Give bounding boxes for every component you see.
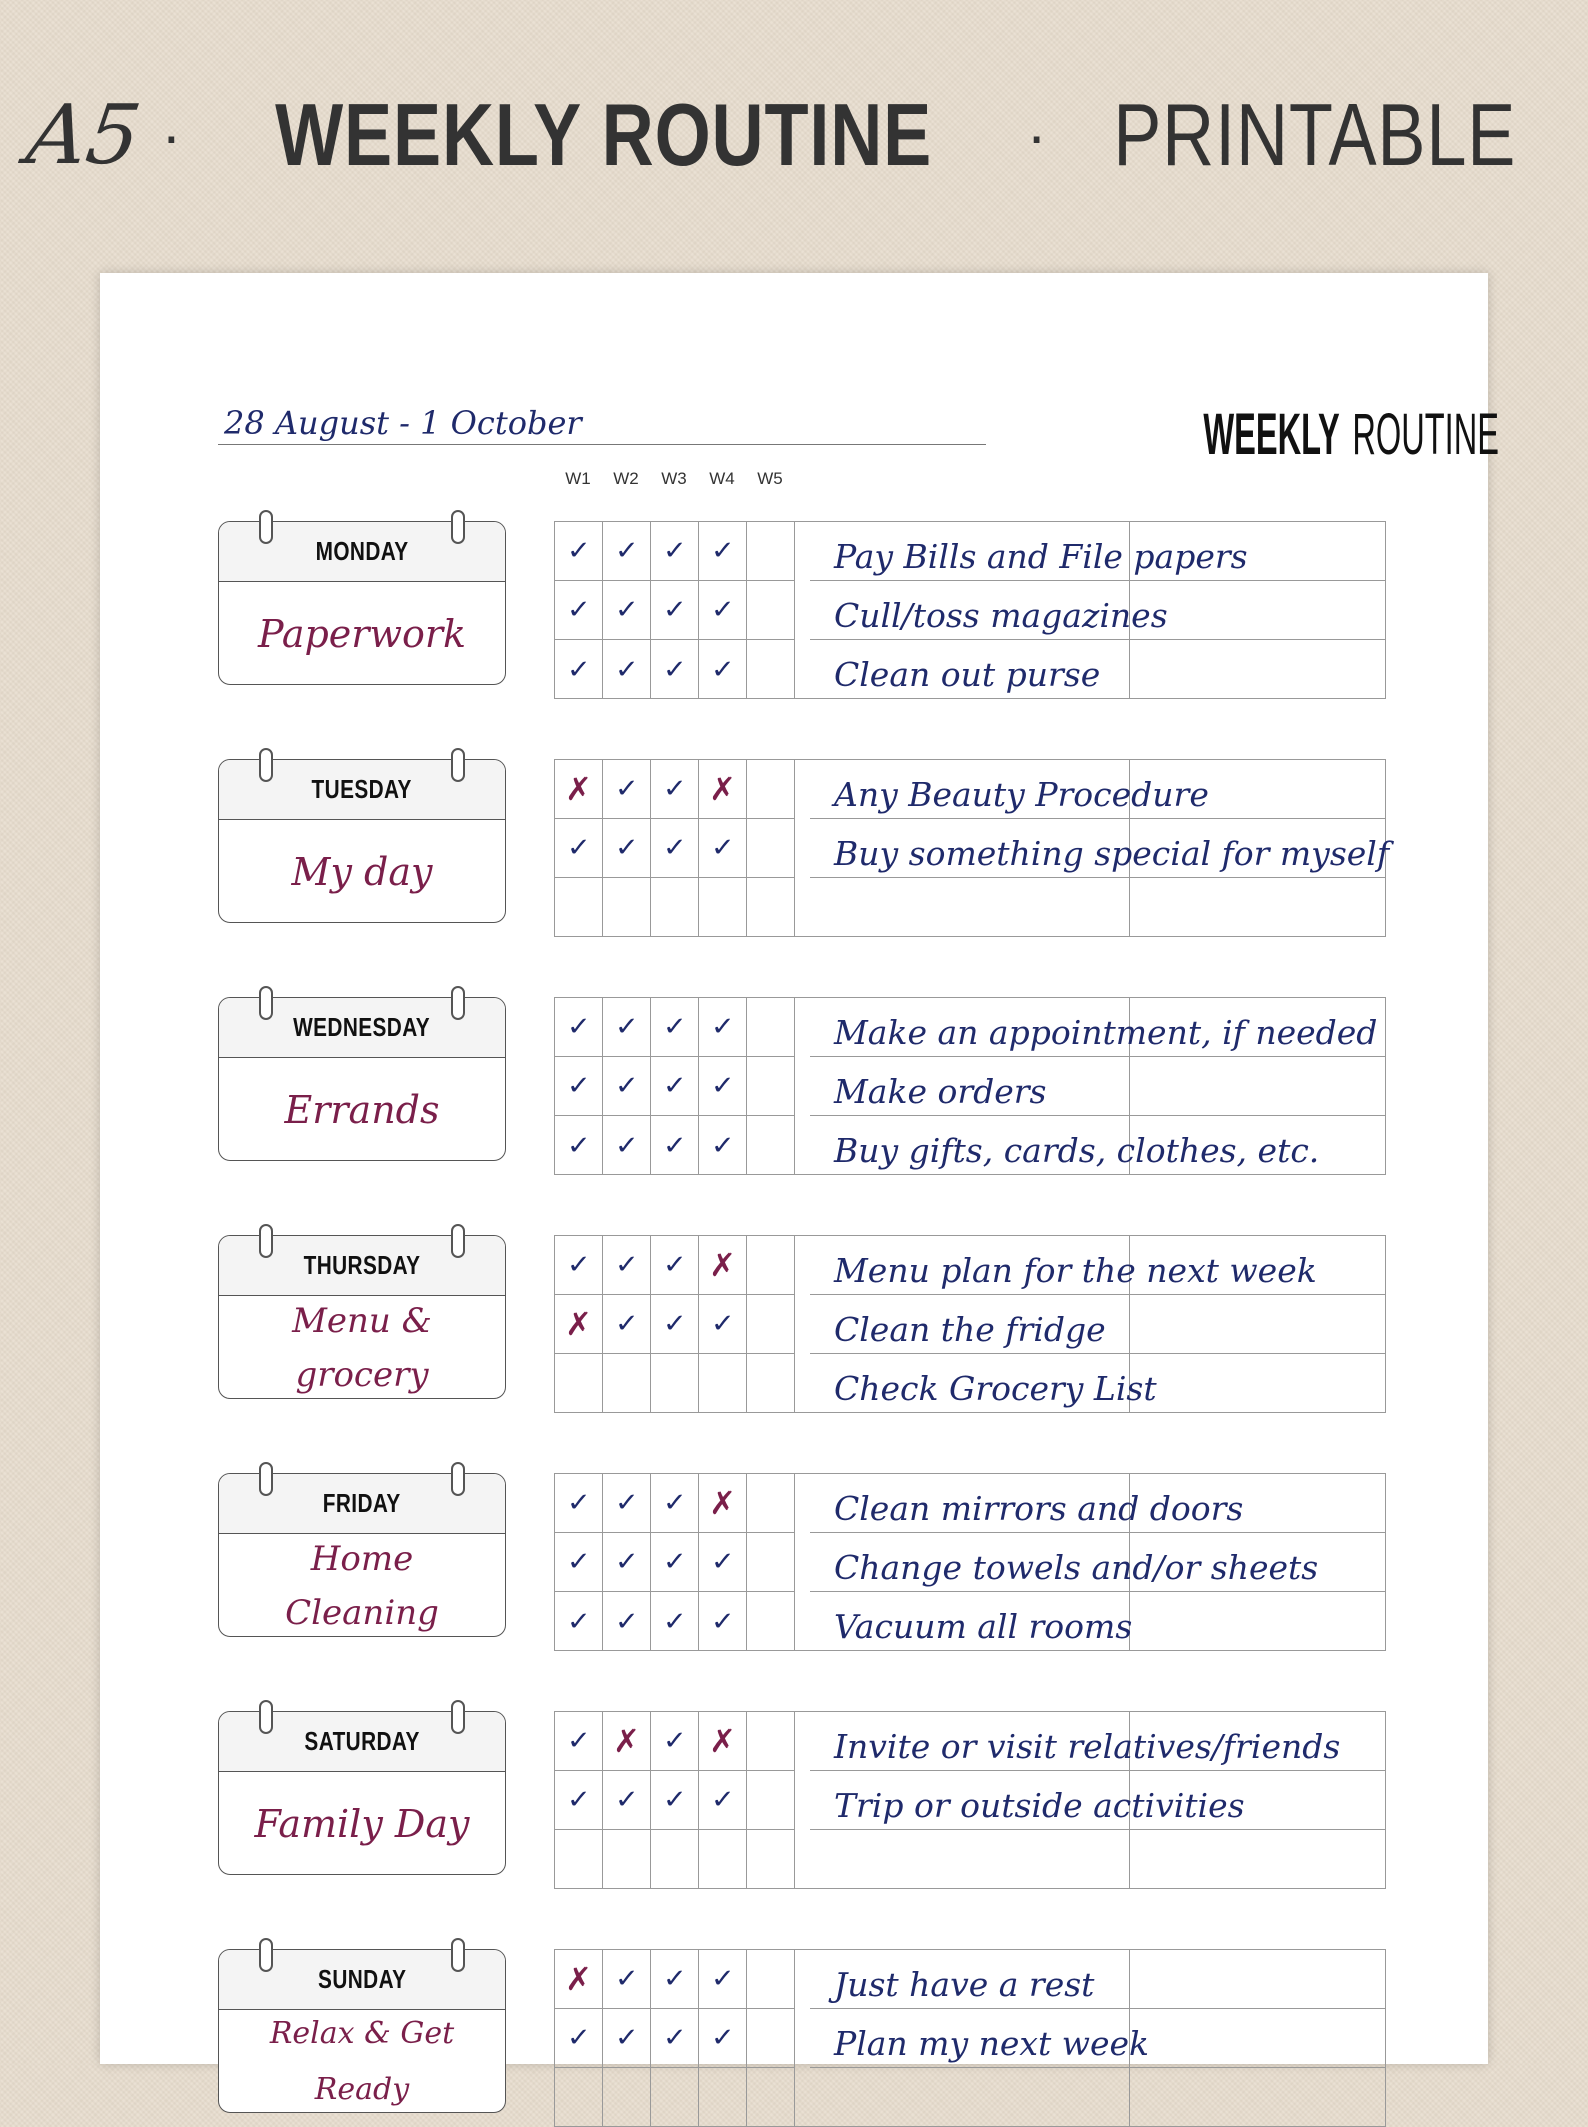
sheet-title: [1036, 401, 1499, 468]
tracker-checkbox[interactable]: [603, 581, 651, 640]
day-theme-line: Home: [310, 1539, 414, 1579]
tracker-checkbox[interactable]: [747, 1116, 795, 1175]
tracker-checkbox[interactable]: [699, 2068, 747, 2127]
tracker-checkbox[interactable]: [651, 1771, 699, 1830]
day-block-thursday: [100, 1221, 1488, 1408]
tracker-checkbox[interactable]: [555, 1712, 603, 1771]
check-icon: ✓: [662, 774, 687, 804]
check-icon: ✓: [566, 595, 591, 625]
tracker-checkbox[interactable]: [603, 760, 651, 819]
check-icon: ✓: [566, 1547, 591, 1577]
banner-subtitle: PRINTABLE: [1112, 85, 1516, 184]
tracker-checkbox[interactable]: [555, 1354, 603, 1413]
binder-ring-icon: [451, 1700, 465, 1734]
binder-ring-icon: [451, 748, 465, 782]
check-icon: ✓: [662, 1250, 687, 1280]
tracker-checkbox[interactable]: [555, 1592, 603, 1651]
check-icon: ✓: [662, 1964, 687, 1994]
tracker-checkbox[interactable]: [651, 522, 699, 581]
tracker-checkbox[interactable]: [603, 1830, 651, 1889]
check-icon: ✓: [566, 1606, 591, 1637]
task-line[interactable]: Any Beauty Procedure: [810, 760, 1385, 819]
check-icon: ✓: [614, 1071, 639, 1101]
day-name: SATURDAY: [304, 1726, 420, 1756]
task-list: [810, 1711, 1386, 1889]
tracker-checkbox[interactable]: [699, 1474, 747, 1533]
check-icon: ✓: [710, 1547, 735, 1577]
tracker-checkbox[interactable]: [699, 760, 747, 819]
day-card: [218, 1949, 506, 2113]
tracker-checkbox[interactable]: [603, 1057, 651, 1116]
tracker-checkbox[interactable]: [651, 1057, 699, 1116]
tracker-checkbox[interactable]: [555, 2068, 603, 2127]
tracker-checkbox[interactable]: [699, 819, 747, 878]
check-icon: ✓: [662, 536, 687, 566]
task-line[interactable]: Clean out purse: [834, 655, 1101, 694]
tracker-checkbox[interactable]: [555, 1771, 603, 1830]
tracker-checkbox[interactable]: [555, 1830, 603, 1889]
tracker-checkbox[interactable]: [555, 878, 603, 937]
task-line[interactable]: Cull/toss magazines: [810, 581, 1385, 640]
tracker-checkbox[interactable]: [699, 640, 747, 699]
tracker-checkbox[interactable]: [747, 1771, 795, 1830]
tracker-checkbox[interactable]: [555, 760, 603, 819]
day-block-sunday: [100, 1935, 1488, 2115]
tracker-checkbox[interactable]: [603, 522, 651, 581]
tracker-checkbox[interactable]: [651, 2009, 699, 2068]
check-icon: ✓: [662, 1488, 687, 1518]
tracker-checkbox[interactable]: [651, 1830, 699, 1889]
task-line[interactable]: Clean the fridge: [810, 1295, 1385, 1354]
day-card: [218, 521, 506, 685]
tracker-checkbox[interactable]: [747, 1295, 795, 1354]
tracker-checkbox[interactable]: [747, 1830, 795, 1889]
tracker-checkbox[interactable]: [699, 1236, 747, 1295]
check-icon: ✓: [614, 1130, 639, 1161]
check-icon: ✓: [662, 1309, 687, 1339]
day-block-tuesday: [100, 745, 1488, 925]
tracker-checkbox[interactable]: [555, 1474, 603, 1533]
tracker-checkbox[interactable]: [603, 878, 651, 937]
check-icon: ✓: [566, 2023, 591, 2053]
task-line[interactable]: Pay Bills and File papers: [810, 522, 1385, 581]
check-icon: ✓: [662, 1606, 687, 1637]
check-icon: ✓: [662, 1785, 687, 1815]
check-icon: ✓: [614, 2023, 639, 2053]
task-line[interactable]: Invite or visit relatives/friends: [810, 1712, 1385, 1771]
tracker-checkbox[interactable]: [747, 760, 795, 819]
cross-icon: ✗: [709, 1484, 736, 1522]
tracker-checkbox[interactable]: [555, 1533, 603, 1592]
tracker-checkbox[interactable]: [747, 2068, 795, 2127]
cross-icon: ✗: [709, 1246, 736, 1284]
tracker-checkbox[interactable]: [651, 1950, 699, 2009]
tracker-checkbox[interactable]: [603, 998, 651, 1057]
check-icon: ✓: [614, 1309, 639, 1339]
task-line[interactable]: Trip or outside activities: [810, 1771, 1385, 1830]
tracker-checkbox[interactable]: [699, 522, 747, 581]
task-list: [810, 521, 1386, 699]
task-line[interactable]: Make orders: [810, 1057, 1385, 1116]
check-icon: ✓: [614, 833, 639, 863]
cross-icon: ✗: [565, 770, 592, 808]
tracker-checkbox[interactable]: [699, 1712, 747, 1771]
week-header: W1: [565, 469, 591, 488]
check-icon: ✓: [710, 1071, 735, 1101]
tracker-checkbox[interactable]: [747, 1354, 795, 1413]
check-icon: ✓: [614, 1250, 639, 1280]
task-line[interactable]: Check Grocery List: [834, 1369, 1157, 1408]
check-icon: ✓: [710, 1964, 735, 1994]
check-icon: ✓: [614, 1488, 639, 1518]
check-icon: ✓: [710, 1012, 735, 1042]
task-line[interactable]: Make an appointment, if needed: [810, 998, 1385, 1057]
tracker-checkbox[interactable]: [699, 998, 747, 1057]
tracker-checkbox[interactable]: [747, 1592, 795, 1651]
binder-ring-icon: [451, 1938, 465, 1972]
check-icon: ✓: [662, 1012, 687, 1042]
tracker-checkbox[interactable]: [747, 2009, 795, 2068]
tracker-checkbox[interactable]: [555, 2009, 603, 2068]
week-header: W2: [613, 469, 639, 488]
check-icon: ✓: [614, 1964, 639, 1994]
check-icon: ✓: [614, 654, 639, 685]
tracker-checkbox[interactable]: [555, 1295, 603, 1354]
day-theme-line: grocery: [295, 1355, 429, 1395]
check-icon: ✓: [566, 536, 591, 566]
day-theme: Paperwork: [257, 612, 467, 656]
day-theme-line: Cleaning: [285, 1593, 439, 1633]
week-header: W3: [661, 469, 687, 488]
tracker-checkbox[interactable]: [699, 1354, 747, 1413]
cross-icon: ✗: [565, 1305, 592, 1343]
day-block-friday: [100, 1459, 1488, 1646]
task-list: [810, 1949, 1386, 2127]
task-list: [810, 1473, 1386, 1651]
day-theme: Relax & Get Ready: [269, 2016, 455, 2107]
tracker-checkbox[interactable]: [603, 640, 651, 699]
tracker-checkbox[interactable]: [699, 2009, 747, 2068]
tracker-checkbox[interactable]: [651, 1116, 699, 1175]
task-line[interactable]: [810, 878, 1385, 937]
tracker-checkbox[interactable]: [603, 1712, 651, 1771]
tracker-checkbox[interactable]: [651, 819, 699, 878]
tracker-checkbox[interactable]: [603, 2068, 651, 2127]
day-card: [218, 1473, 506, 1637]
binder-ring-icon: [259, 510, 273, 544]
day-name: MONDAY: [315, 536, 409, 566]
tracker-checkbox[interactable]: [699, 1592, 747, 1651]
check-icon: ✓: [662, 1130, 687, 1161]
check-icon: ✓: [566, 1071, 591, 1101]
tracker-checkbox[interactable]: [651, 2068, 699, 2127]
check-icon: ✓: [614, 595, 639, 625]
day-name: SUNDAY: [317, 1964, 407, 1994]
tracker-checkbox[interactable]: [699, 1057, 747, 1116]
tracker-checkbox[interactable]: [747, 1236, 795, 1295]
task-list: [810, 1235, 1386, 1413]
binder-ring-icon: [259, 1224, 273, 1258]
task-list: [810, 759, 1390, 937]
check-icon: ✓: [662, 1547, 687, 1577]
day-theme: Family Day: [254, 1802, 470, 1846]
tracker-checkbox[interactable]: [651, 1592, 699, 1651]
day-block-monday: [100, 507, 1488, 694]
task-line[interactable]: Just have a rest: [810, 1950, 1385, 2009]
tracker-checkbox[interactable]: [651, 1295, 699, 1354]
tracker-checkbox[interactable]: [747, 1950, 795, 2009]
banner-title: WEEKLY ROUTINE: [275, 85, 933, 184]
tracker-checkbox[interactable]: [603, 1592, 651, 1651]
tracker-checkbox[interactable]: [699, 1533, 747, 1592]
day-theme: [219, 1296, 505, 1400]
day-name: WEDNESDAY: [293, 1012, 431, 1042]
task-line[interactable]: Menu plan for the next week: [810, 1236, 1385, 1295]
check-icon: ✓: [614, 1606, 639, 1637]
tracker-checkbox[interactable]: [651, 998, 699, 1057]
task-line[interactable]: [810, 2068, 1385, 2127]
tracker-checkbox[interactable]: [603, 1950, 651, 2009]
tracker-checkbox[interactable]: [651, 640, 699, 699]
check-icon: ✓: [662, 1726, 687, 1756]
check-icon: ✓: [710, 2023, 735, 2053]
tracker-checkbox[interactable]: [555, 819, 603, 878]
check-icon: ✓: [566, 1726, 591, 1756]
day-name: TUESDAY: [311, 774, 413, 804]
check-icon: ✓: [614, 1012, 639, 1042]
tracker-checkbox[interactable]: [555, 640, 603, 699]
day-card: [218, 759, 506, 923]
day-name: FRIDAY: [323, 1488, 401, 1518]
cross-icon: ✗: [565, 1960, 592, 1998]
title-light: ROUTINE: [1352, 402, 1499, 467]
check-icon: ✓: [566, 1488, 591, 1518]
tracker-checkbox[interactable]: [603, 819, 651, 878]
tracker-checkbox[interactable]: [555, 522, 603, 581]
check-icon: ✓: [710, 1130, 735, 1161]
separator: ·: [1026, 101, 1047, 169]
tracker-checkbox[interactable]: [699, 1295, 747, 1354]
tracker-checkbox[interactable]: [747, 1712, 795, 1771]
tracker-checkbox[interactable]: [747, 1533, 795, 1592]
check-icon: ✓: [566, 1012, 591, 1042]
day-block-wednesday: [100, 983, 1488, 1170]
check-icon: ✓: [710, 833, 735, 863]
tracker-checkbox[interactable]: [699, 581, 747, 640]
task-line[interactable]: [810, 1830, 1385, 1889]
task-list: [810, 997, 1386, 1175]
check-icon: ✓: [662, 1071, 687, 1101]
task-line[interactable]: Change towels and/or sheets: [810, 1533, 1385, 1592]
day-theme: Errands: [284, 1088, 440, 1132]
tracker-checkbox[interactable]: [603, 1116, 651, 1175]
week-header: W4: [709, 469, 735, 488]
header-banner: [0, 70, 1588, 200]
binder-ring-icon: [451, 1224, 465, 1258]
date-range: 28 August - 1 October: [218, 403, 986, 445]
check-icon: ✓: [710, 1309, 735, 1339]
cross-icon: ✗: [613, 1722, 640, 1760]
day-block-saturday: [100, 1697, 1488, 1877]
check-icon: ✓: [662, 595, 687, 625]
check-icon: ✓: [710, 1606, 735, 1637]
check-icon: ✓: [566, 1250, 591, 1280]
tracker-checkbox[interactable]: [603, 1295, 651, 1354]
tracker-checkbox[interactable]: [747, 819, 795, 878]
check-icon: ✓: [710, 595, 735, 625]
check-icon: ✓: [566, 1785, 591, 1815]
tracker-checkbox[interactable]: [699, 1116, 747, 1175]
check-icon: ✓: [614, 1785, 639, 1815]
tracker-checkbox[interactable]: [555, 998, 603, 1057]
tracker-checkbox[interactable]: [699, 1950, 747, 2009]
tracker-checkbox[interactable]: [555, 1236, 603, 1295]
check-icon: ✓: [710, 1785, 735, 1815]
check-icon: ✓: [614, 536, 639, 566]
binder-ring-icon: [451, 1462, 465, 1496]
tracker-checkbox[interactable]: [651, 1354, 699, 1413]
separator: ·: [161, 101, 182, 169]
check-icon: ✓: [566, 654, 591, 685]
task-line[interactable]: Plan my next week: [810, 2009, 1385, 2068]
day-card: [218, 1711, 506, 1875]
tracker-checkbox[interactable]: [555, 1950, 603, 2009]
tracker-checkbox[interactable]: [651, 1236, 699, 1295]
check-icon: ✓: [710, 536, 735, 566]
day-theme: My day: [291, 850, 433, 894]
tracker-checkbox[interactable]: [747, 640, 795, 699]
tracker-checkbox[interactable]: [699, 878, 747, 937]
tracker-checkbox[interactable]: [603, 2009, 651, 2068]
task-line[interactable]: Clean mirrors and doors: [810, 1474, 1385, 1533]
cross-icon: ✗: [709, 1722, 736, 1760]
binder-ring-icon: [259, 1700, 273, 1734]
tracker-checkbox[interactable]: [555, 1116, 603, 1175]
tracker-checkbox[interactable]: [603, 1771, 651, 1830]
day-theme-line: Menu &: [292, 1301, 432, 1341]
planner-sheet: [100, 273, 1499, 2107]
tracker-checkbox[interactable]: [603, 1354, 651, 1413]
check-icon: ✓: [662, 2023, 687, 2053]
check-icon: ✓: [710, 654, 735, 685]
day-card: [218, 997, 506, 1161]
check-icon: ✓: [662, 833, 687, 863]
tracker-checkbox[interactable]: [699, 1830, 747, 1889]
cross-icon: ✗: [709, 770, 736, 808]
tracker-checkbox[interactable]: [651, 1533, 699, 1592]
week-header: W5: [757, 469, 783, 488]
tracker-checkbox[interactable]: [747, 1474, 795, 1533]
tracker-checkbox[interactable]: [747, 998, 795, 1057]
binder-ring-icon: [259, 748, 273, 782]
tracker-checkbox[interactable]: [555, 1057, 603, 1116]
binder-ring-icon: [259, 1462, 273, 1496]
check-icon: ✓: [614, 1547, 639, 1577]
tracker-checkbox[interactable]: [603, 1533, 651, 1592]
tracker-checkbox[interactable]: [651, 1474, 699, 1533]
size-label: A5: [21, 87, 147, 183]
tracker-checkbox[interactable]: [747, 878, 795, 937]
check-icon: ✓: [662, 654, 687, 685]
tracker-checkbox[interactable]: [603, 1236, 651, 1295]
tracker-checkbox[interactable]: [555, 581, 603, 640]
day-card: [218, 1235, 506, 1399]
tracker-checkbox[interactable]: [747, 581, 795, 640]
binder-ring-icon: [451, 986, 465, 1020]
binder-ring-icon: [259, 986, 273, 1020]
tracker-checkbox[interactable]: [651, 1712, 699, 1771]
check-icon: ✓: [566, 833, 591, 863]
task-line[interactable]: Buy something special for myself: [810, 819, 1385, 878]
check-icon: ✓: [566, 1130, 591, 1161]
task-line[interactable]: Vacuum all rooms: [834, 1607, 1133, 1646]
tracker-checkbox[interactable]: [651, 760, 699, 819]
tracker-checkbox[interactable]: [603, 1474, 651, 1533]
task-line[interactable]: Buy gifts, cards, clothes, etc.: [834, 1131, 1320, 1170]
day-name: THURSDAY: [303, 1250, 421, 1280]
title-bold: WEEKLY: [1203, 402, 1340, 467]
tracker-checkbox[interactable]: [747, 522, 795, 581]
tracker-checkbox[interactable]: [651, 878, 699, 937]
day-theme: [219, 1534, 505, 1638]
binder-ring-icon: [259, 1938, 273, 1972]
check-icon: ✓: [614, 774, 639, 804]
binder-ring-icon: [451, 510, 465, 544]
tracker-checkbox[interactable]: [747, 1057, 795, 1116]
tracker-checkbox[interactable]: [651, 581, 699, 640]
tracker-checkbox[interactable]: [699, 1771, 747, 1830]
